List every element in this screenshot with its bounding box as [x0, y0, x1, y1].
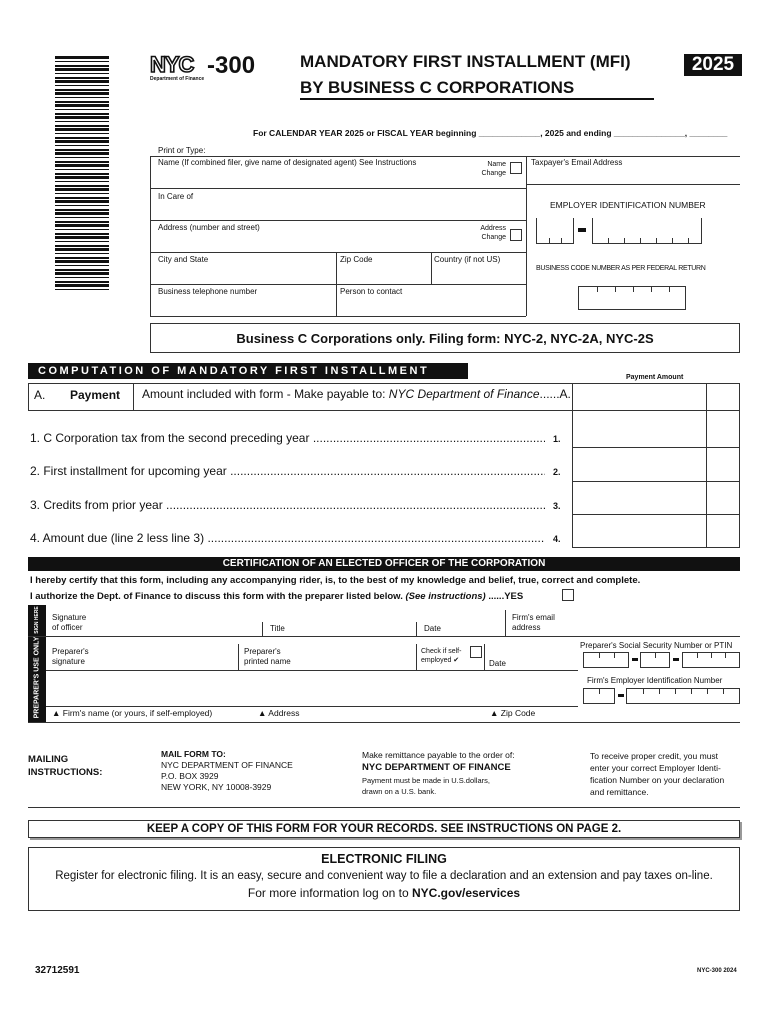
credit-note: To receive proper credit, you must enter your correct Employer Identi- fication Number on your declaration and remittance.: [590, 751, 725, 797]
tax-year-badge: 2025: [684, 54, 742, 76]
line-3-amount-input[interactable]: [573, 482, 739, 513]
nyc-logo: NYC Department of Finance: [150, 52, 205, 82]
preparer-signature-field[interactable]: Preparer's signature: [52, 647, 89, 666]
name-change-checkbox[interactable]: [510, 162, 522, 174]
firm-zip-field[interactable]: ▲ Zip Code: [490, 708, 536, 718]
line-a-letter: A.: [34, 388, 46, 402]
in-care-of-field[interactable]: In Care of: [158, 192, 194, 201]
barcode: [55, 56, 109, 290]
computation-header: COMPUTATION OF MANDATORY FIRST INSTALLMENT: [28, 363, 468, 379]
ein-label: EMPLOYER IDENTIFICATION NUMBER: [550, 200, 706, 210]
ein-suffix-input[interactable]: [592, 218, 702, 244]
address-change-checkbox[interactable]: [510, 229, 522, 241]
business-code-label: BUSINESS CODE NUMBER AS PER FEDERAL RETURN: [536, 265, 706, 272]
preparer-ssn-part1[interactable]: [583, 652, 629, 668]
electronic-filing-title: ELECTRONIC FILING: [321, 852, 447, 866]
firm-address-field[interactable]: ▲ Address: [258, 708, 300, 718]
form-title-line2: BY BUSINESS C CORPORATIONS: [300, 78, 575, 97]
footer-form-id: NYC-300 2024: [697, 968, 737, 974]
footer-code: 32712591: [35, 965, 80, 976]
officer-title-field[interactable]: Title: [270, 624, 285, 633]
line-4-label: 4. Amount due (line 2 less line 3) .....: [30, 531, 545, 545]
preparer-ssn-label: Preparer's Social Security Number or PTIN: [580, 641, 733, 650]
self-employed-checkbox[interactable]: [470, 646, 482, 658]
corp-banner: Business C Corporations only. Filing form: NYC-2, NYC-2A, NYC-2S: [150, 323, 740, 353]
preparer-side-label: PREPARER'S USE ONLY: [33, 636, 41, 719]
firm-name-field[interactable]: ▲ Firm's name (or yours, if self-employed): [52, 708, 213, 718]
preparer-ssn-part3[interactable]: [682, 652, 740, 668]
payable-note: Payment must be made in U.S.dollars, drawn on a U.S. bank.: [362, 776, 490, 796]
address-change-label: Address Change: [480, 225, 506, 241]
ein-dash: [578, 228, 586, 232]
mail-to-address: NYC DEPARTMENT OF FINANCE P.O. BOX 3929 NEW YORK, NY 10008-3929: [161, 760, 293, 792]
eservices-link[interactable]: NYC.gov/eservices: [412, 886, 521, 900]
period-line[interactable]: For CALENDAR YEAR 2025 or FISCAL YEAR beginning _____________, 2025 and ending _______________, ________: [253, 128, 728, 138]
line-a-amount-input[interactable]: [573, 384, 739, 410]
electronic-filing-box: [28, 847, 740, 911]
firm-ein-label: Firm's Employer Identification Number: [587, 676, 723, 685]
firm-ein-suffix[interactable]: [626, 688, 740, 704]
business-phone-field[interactable]: Business telephone number: [158, 287, 258, 296]
city-state-field[interactable]: City and State: [158, 255, 209, 264]
certification-header: CERTIFICATION OF AN ELECTED OFFICER OF THE CORPORATION: [28, 557, 740, 571]
line-1-number: 1.: [553, 434, 561, 444]
line-3-label: 3. Credits from prior year .....: [30, 498, 545, 512]
officer-date-field[interactable]: Date: [424, 624, 441, 633]
officer-signature-field[interactable]: Signature of officer: [52, 613, 87, 632]
firm-ein-prefix[interactable]: [583, 688, 615, 704]
line-2-amount-input[interactable]: [573, 448, 739, 480]
preparer-ssn-part2[interactable]: [640, 652, 670, 668]
preparer-date-field[interactable]: Date: [489, 659, 506, 668]
line-1-amount-input[interactable]: [573, 414, 739, 446]
line-3-number: 3.: [553, 501, 561, 511]
name-field[interactable]: Name (If combined filer, give name of designated agent) See Instructions: [158, 158, 417, 167]
business-code-input[interactable]: [578, 286, 686, 310]
line-a-payment-label: Payment: [70, 388, 121, 402]
line-2-label: 2. First installment for upcoming year .....: [30, 464, 545, 478]
line-4-amount-input[interactable]: [573, 515, 739, 546]
mail-to-title: MAIL FORM TO:: [161, 749, 226, 759]
taxpayer-email-field[interactable]: Taxpayer's Email Address: [531, 158, 623, 167]
preparer-printed-name-field[interactable]: Preparer's printed name: [244, 647, 291, 666]
keep-copy-banner: KEEP A COPY OF THIS FORM FOR YOUR RECORDS. SEE INSTRUCTIONS ON PAGE 2.: [28, 820, 740, 838]
zip-code-field[interactable]: Zip Code: [340, 255, 373, 264]
country-field[interactable]: Country (if not US): [434, 255, 501, 264]
sign-here-label: SIGN HERE: [34, 606, 40, 634]
ein-prefix-input[interactable]: [536, 218, 574, 244]
form-number: -300: [207, 52, 256, 79]
payable-name: NYC DEPARTMENT OF FINANCE: [362, 762, 511, 773]
line-4-number: 4.: [553, 534, 561, 544]
firm-email-field[interactable]: Firm's email address: [512, 613, 555, 632]
form-title-line1: MANDATORY FIRST INSTALLMENT (MFI): [300, 52, 631, 71]
authorize-text: I authorize the Dept. of Finance to discuss this form with the preparer listed below. (See instructions) ......YES: [30, 591, 524, 602]
payment-amount-label: Payment Amount: [626, 374, 684, 381]
authorize-yes-checkbox[interactable]: [562, 589, 574, 601]
line-2-number: 2.: [553, 467, 561, 477]
line-1-label: 1. C Corporation tax from the second preceding year .....: [30, 431, 545, 445]
mailing-instructions-label: MAILING INSTRUCTIONS:: [28, 754, 103, 778]
name-change-label: Name Change: [481, 161, 506, 177]
print-or-type: Print or Type:: [158, 146, 206, 155]
electronic-filing-text: Register for electronic filing. It is an easy, secure and convenient way to file a declaration and an extension and pay taxes on-line.: [55, 870, 713, 882]
self-employed-label: Check if self- employed ✔: [421, 648, 462, 664]
address-field[interactable]: Address (number and street): [158, 223, 260, 232]
line-a-text: Amount included with form - Make payable to: NYC Department of Finance......A.: [142, 387, 571, 401]
certification-text: I hereby certify that this form, including any accompanying rider, is, to the best of my knowledge and belief, true, correct and complete.: [30, 575, 641, 586]
electronic-filing-more-info: For more information log on to: [247, 886, 412, 900]
person-to-contact-field[interactable]: Person to contact: [340, 287, 403, 296]
payable-title: Make remittance payable to the order of:: [362, 750, 515, 760]
